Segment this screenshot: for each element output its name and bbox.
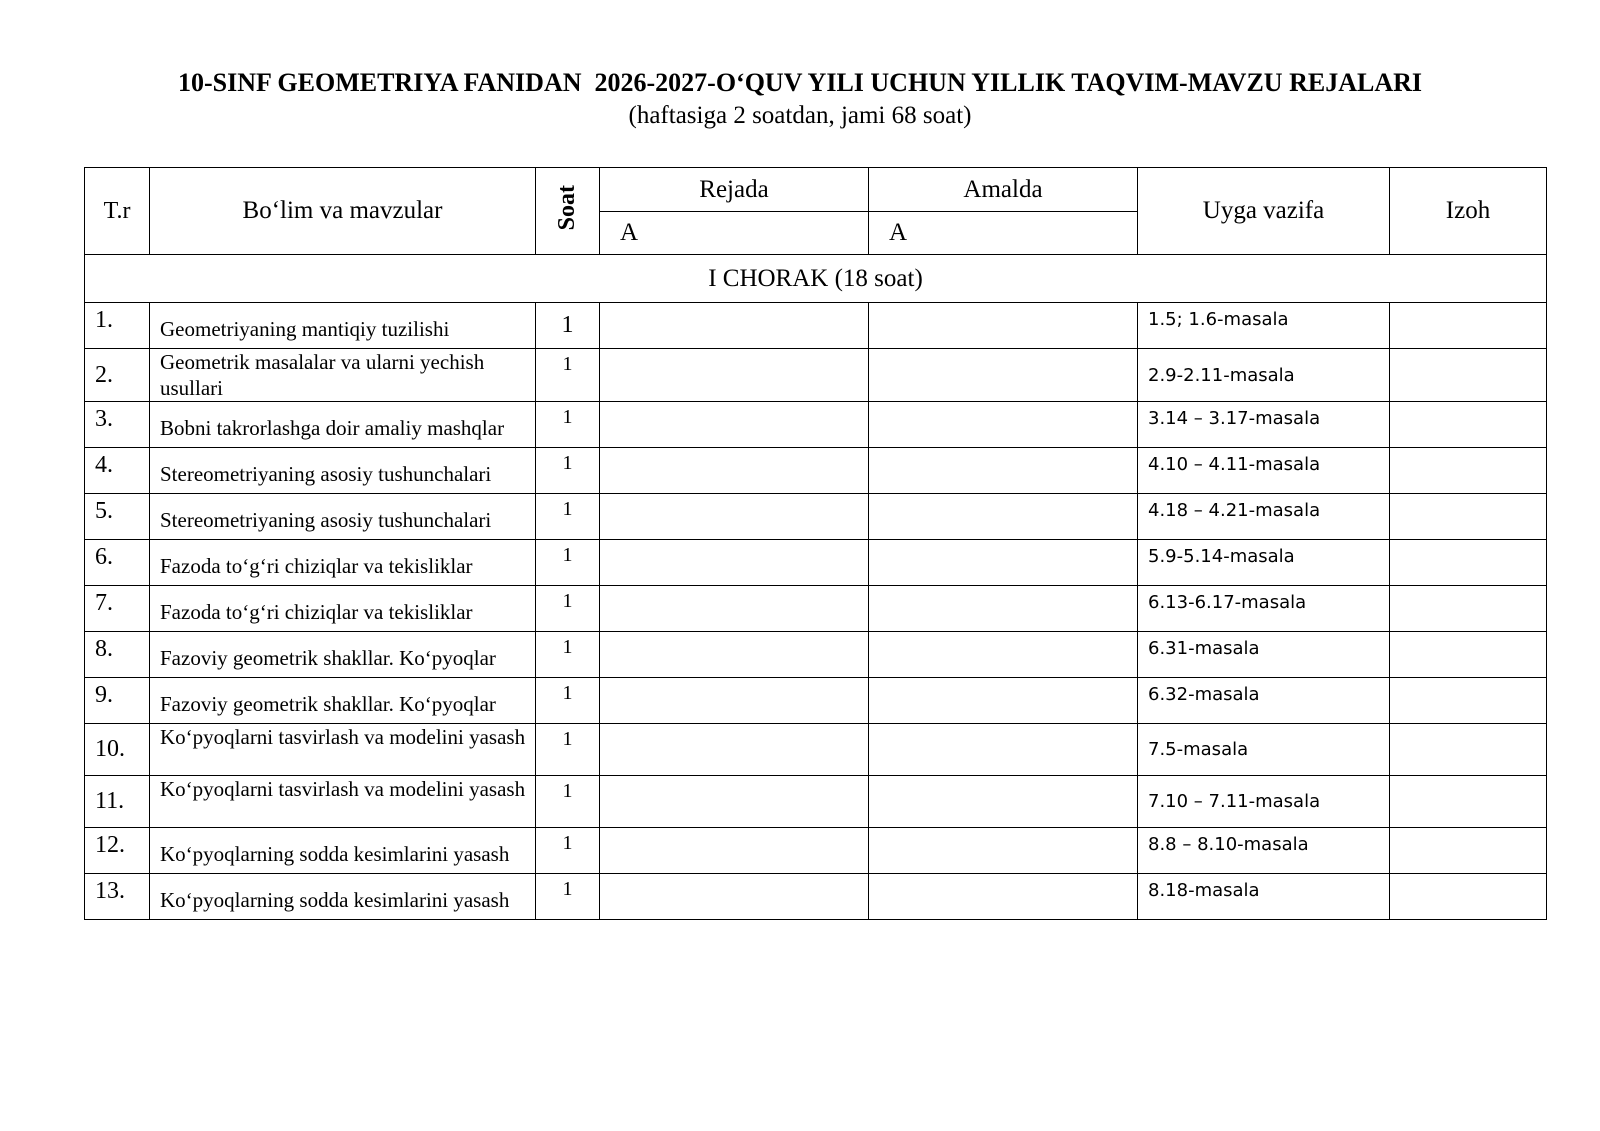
row-homework: 4.10 – 4.11-masala (1138, 448, 1390, 494)
row-number: 13. (85, 874, 150, 920)
row-actual-date (869, 586, 1138, 632)
col-header-hours-cell (536, 168, 600, 255)
row-hours: 1 (536, 540, 600, 586)
row-topic: Geometrik masalalar va ularni yechish usullari (150, 349, 536, 402)
row-planned-date (600, 586, 869, 632)
row-number: 8. (85, 632, 150, 678)
row-hours: 1 (536, 632, 600, 678)
table-row (85, 678, 1547, 724)
row-actual-date (869, 402, 1138, 448)
plan-table (84, 167, 1547, 920)
page-title: 10-SINF GEOMETRIYA FANIDAN 2026-2027-O‘QUV YILI UCHUN YILLIK TAQVIM-MAVZU REJALARI (177, 68, 1422, 97)
table-row (85, 349, 1547, 402)
row-note (1390, 678, 1547, 724)
row-actual-date (869, 632, 1138, 678)
table-row (85, 632, 1547, 678)
row-note (1390, 448, 1547, 494)
row-actual-date (869, 448, 1138, 494)
row-number: 11. (85, 776, 150, 828)
table-row (85, 494, 1547, 540)
row-actual-date (869, 678, 1138, 724)
row-hours: 1 (536, 776, 600, 828)
row-number: 9. (85, 678, 150, 724)
row-planned-date (600, 494, 869, 540)
row-topic: Fazoda to‘g‘ri chiziqlar va tekisliklar (150, 540, 536, 586)
table-row (85, 448, 1547, 494)
col-header-actual: Amalda (869, 168, 1138, 212)
row-topic: Fazoviy geometrik shakllar. Ko‘pyoqlar (150, 632, 536, 678)
row-topic: Ko‘pyoqlarning sodda kesimlarini yasash (150, 874, 536, 920)
row-homework: 7.10 – 7.11-masala (1138, 776, 1390, 828)
row-hours: 1 (536, 586, 600, 632)
row-actual-date (869, 874, 1138, 920)
row-topic: Ko‘pyoqlarni tasvirlash va modelini yasash (150, 776, 536, 828)
row-topic: Ko‘pyoqlarni tasvirlash va modelini yasash (150, 724, 536, 776)
row-hours: 1 (536, 494, 600, 540)
row-topic: Stereometriyaning asosiy tushunchalari (150, 448, 536, 494)
col-header-note: Izoh (1390, 168, 1547, 255)
table-row (85, 402, 1547, 448)
row-planned-date (600, 678, 869, 724)
row-hours: 1 (536, 828, 600, 874)
row-hours: 1 (536, 303, 600, 349)
row-homework: 1.5; 1.6-masala (1138, 303, 1390, 349)
row-actual-date (869, 494, 1138, 540)
row-homework: 3.14 – 3.17-masala (1138, 402, 1390, 448)
table-row (85, 586, 1547, 632)
row-planned-date (600, 448, 869, 494)
row-homework: 2.9-2.11-masala (1138, 349, 1390, 402)
col-header-topic: Bo‘lim va mavzular (150, 168, 536, 255)
row-hours: 1 (536, 349, 600, 402)
row-note (1390, 494, 1547, 540)
col-subheader-actual: A (869, 212, 1138, 255)
row-number: 6. (85, 540, 150, 586)
row-topic: Fazoda to‘g‘ri chiziqlar va tekisliklar (150, 586, 536, 632)
row-hours: 1 (536, 402, 600, 448)
row-planned-date (600, 828, 869, 874)
row-actual-date (869, 303, 1138, 349)
row-planned-date (600, 402, 869, 448)
row-planned-date (600, 874, 869, 920)
row-number: 1. (85, 303, 150, 349)
row-note (1390, 349, 1547, 402)
row-number: 5. (85, 494, 150, 540)
table-row (85, 540, 1547, 586)
row-planned-date (600, 632, 869, 678)
row-note (1390, 724, 1547, 776)
table-row (85, 828, 1547, 874)
row-topic: Ko‘pyoqlarning sodda kesimlarini yasash (150, 828, 536, 874)
page-subtitle: (haftasiga 2 soatdan, jami 68 soat) (628, 102, 972, 129)
table-row (85, 303, 1547, 349)
row-hours: 1 (536, 874, 600, 920)
row-homework: 7.5-masala (1138, 724, 1390, 776)
row-actual-date (869, 349, 1138, 402)
row-topic: Bobni takrorlashga doir amaliy mashqlar (150, 402, 536, 448)
col-header-tr: T.r (85, 168, 150, 255)
col-header-planned: Rejada (600, 168, 869, 212)
row-note (1390, 828, 1547, 874)
row-topic: Stereometriyaning asosiy tushunchalari (150, 494, 536, 540)
row-note (1390, 776, 1547, 828)
row-homework: 8.8 – 8.10-masala (1138, 828, 1390, 874)
row-number: 4. (85, 448, 150, 494)
row-note (1390, 632, 1547, 678)
row-planned-date (600, 540, 869, 586)
table-row (85, 776, 1547, 828)
row-homework: 6.32-masala (1138, 678, 1390, 724)
row-actual-date (869, 776, 1138, 828)
row-planned-date (600, 776, 869, 828)
row-number: 7. (85, 586, 150, 632)
row-actual-date (869, 828, 1138, 874)
row-note (1390, 402, 1547, 448)
col-header-hours: Soat (554, 184, 580, 231)
row-note (1390, 874, 1547, 920)
row-note (1390, 586, 1547, 632)
row-hours: 1 (536, 724, 600, 776)
quarter-header: I CHORAK (18 soat) (85, 255, 1547, 303)
row-number: 2. (85, 349, 150, 402)
row-actual-date (869, 724, 1138, 776)
col-header-homework: Uyga vazifa (1138, 168, 1390, 255)
row-homework: 4.18 – 4.21-masala (1138, 494, 1390, 540)
table-row (85, 874, 1547, 920)
table-row (85, 724, 1547, 776)
row-number: 3. (85, 402, 150, 448)
row-note (1390, 303, 1547, 349)
row-homework: 5.9-5.14-masala (1138, 540, 1390, 586)
col-subheader-planned: A (600, 212, 869, 255)
row-actual-date (869, 540, 1138, 586)
row-hours: 1 (536, 448, 600, 494)
row-planned-date (600, 349, 869, 402)
row-planned-date (600, 303, 869, 349)
row-homework: 8.18-masala (1138, 874, 1390, 920)
row-topic: Fazoviy geometrik shakllar. Ko‘pyoqlar (150, 678, 536, 724)
row-planned-date (600, 724, 869, 776)
row-hours: 1 (536, 678, 600, 724)
row-number: 10. (85, 724, 150, 776)
row-homework: 6.31-masala (1138, 632, 1390, 678)
row-number: 12. (85, 828, 150, 874)
row-note (1390, 540, 1547, 586)
row-topic: Geometriyaning mantiqiy tuzilishi (150, 303, 536, 349)
row-homework: 6.13-6.17-masala (1138, 586, 1390, 632)
